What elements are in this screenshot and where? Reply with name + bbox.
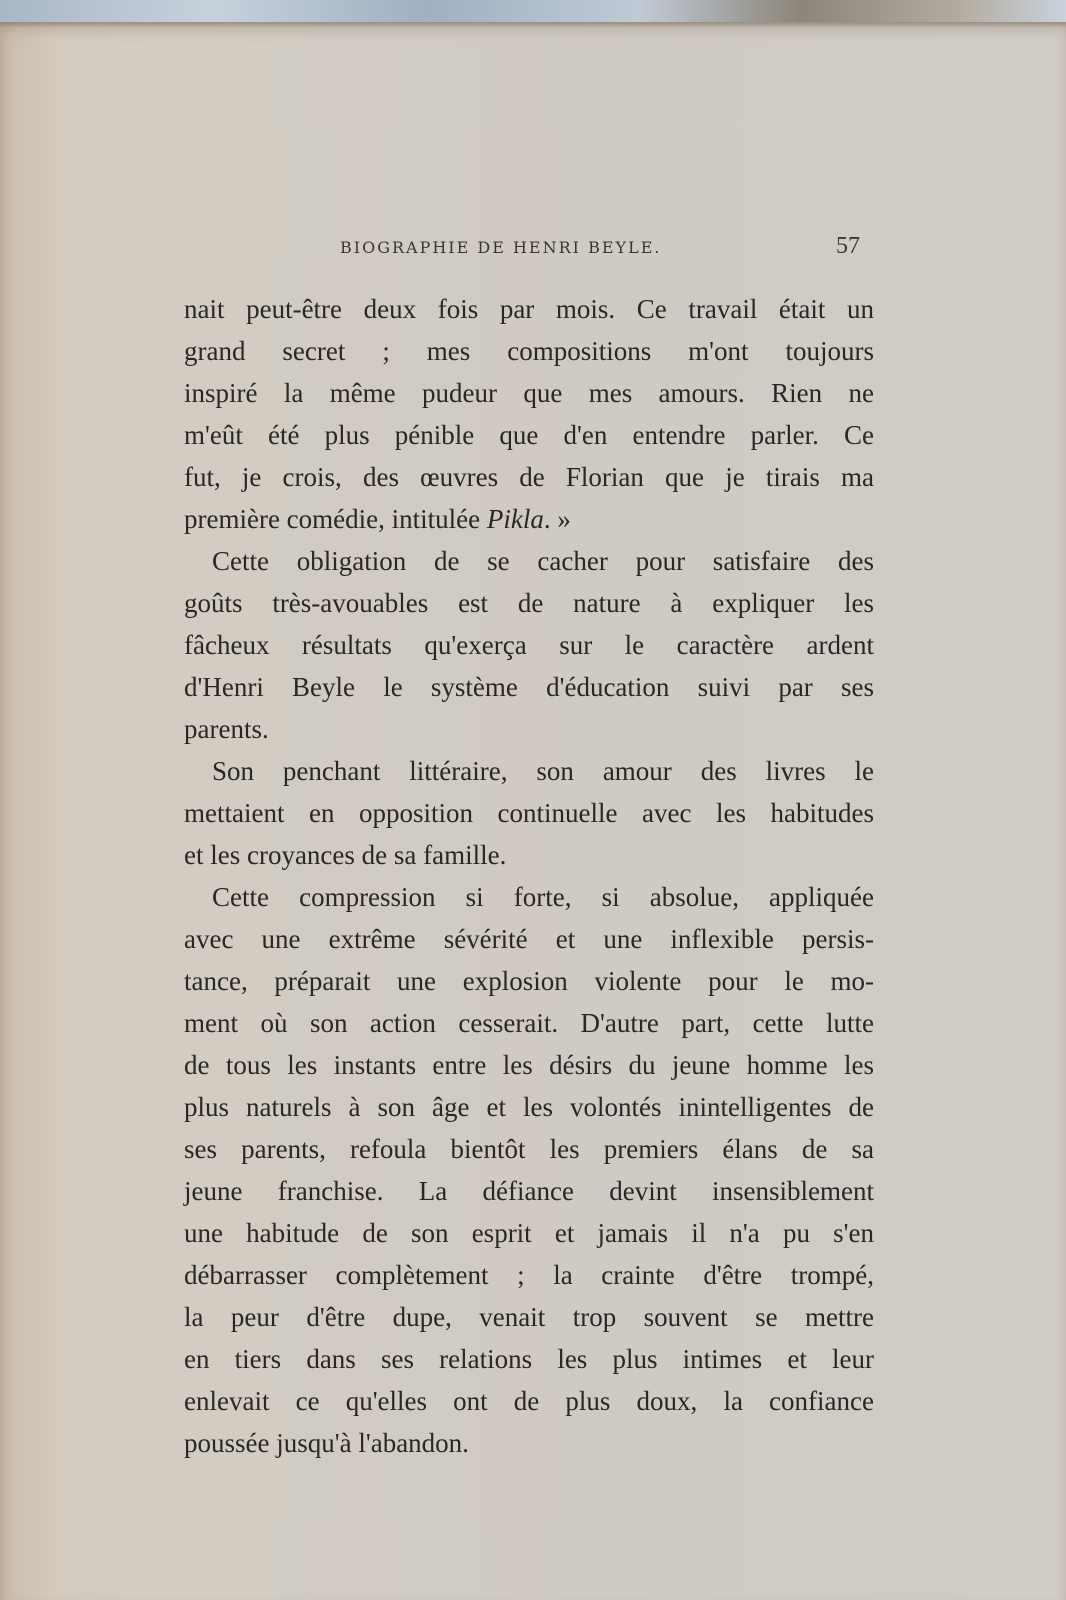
paragraph [184,750,874,876]
body-text [184,288,874,1464]
text-line: tance, préparait une explosion violente pour le mo- [184,966,874,996]
text-line: Cette obligation de se cacher pour satisfaire des [212,546,874,576]
text-line: enlevait ce qu'elles ont de plus doux, la confiance [184,1386,874,1416]
paragraph [184,288,874,540]
text-line [184,498,874,540]
text-line: Son penchant littéraire, son amour des livres le [212,756,874,786]
text-line: goûts très-avouables est de nature à expliquer les [184,588,874,618]
page-number: 57 [836,233,860,259]
text-line: fâcheux résultats qu'exerça sur le caractère ardent [184,630,874,660]
text-line: ment où son action cesserait. D'autre part, cette lutte [184,1008,874,1038]
text-line: parents. [184,714,269,744]
play-title: Pikla [486,504,544,534]
text-line: une habitude de son esprit et jamais il n'a pu s'en [184,1218,874,1248]
text-line: avec une extrême sévérité et une inflexible persis- [184,924,874,954]
text-line: grand secret ; mes compositions m'ont toujours [184,336,874,366]
text-line: mettaient en opposition continuelle avec les habitudes [184,798,874,828]
text-line: inspiré la même pudeur que mes amours. Rien ne [184,378,874,408]
text-fragment: première comédie, intitulée [184,504,487,534]
text-line: débarrasser complètement ; la crainte d'être trompé, [184,1260,874,1290]
text-line: ses parents, refoula bientôt les premiers élans de sa [184,1134,874,1164]
text-line: de tous les instants entre les désirs du jeune homme les [184,1050,874,1080]
text-line: poussée jusqu'à l'abandon. [184,1428,469,1458]
text-line: plus naturels à son âge et les volontés inintelligentes de [184,1092,874,1122]
page-header [185,233,870,264]
text-line: jeune franchise. La défiance devint insensiblement [184,1176,874,1206]
running-title: BIOGRAPHIE DE HENRI BEYLE. [340,238,662,257]
text-fragment: . » [543,504,571,534]
text-line: nait peut-être deux fois par mois. Ce travail était un [184,294,874,324]
paragraph [184,540,874,750]
text-line: en tiers dans ses relations les plus intimes et leur [184,1344,874,1374]
text-line: m'eût été plus pénible que d'en entendre parler. Ce [184,420,874,450]
text-line: d'Henri Beyle le système d'éducation suivi par ses [184,672,874,702]
text-line: et les croyances de sa famille. [184,840,507,870]
text-line: la peur d'être dupe, venait trop souvent se mettre [184,1302,874,1332]
paragraph [184,876,874,1464]
text-line: fut, je crois, des œuvres de Florian que je tirais ma [184,462,874,492]
text-line: Cette compression si forte, si absolue, appliquée [212,882,874,912]
